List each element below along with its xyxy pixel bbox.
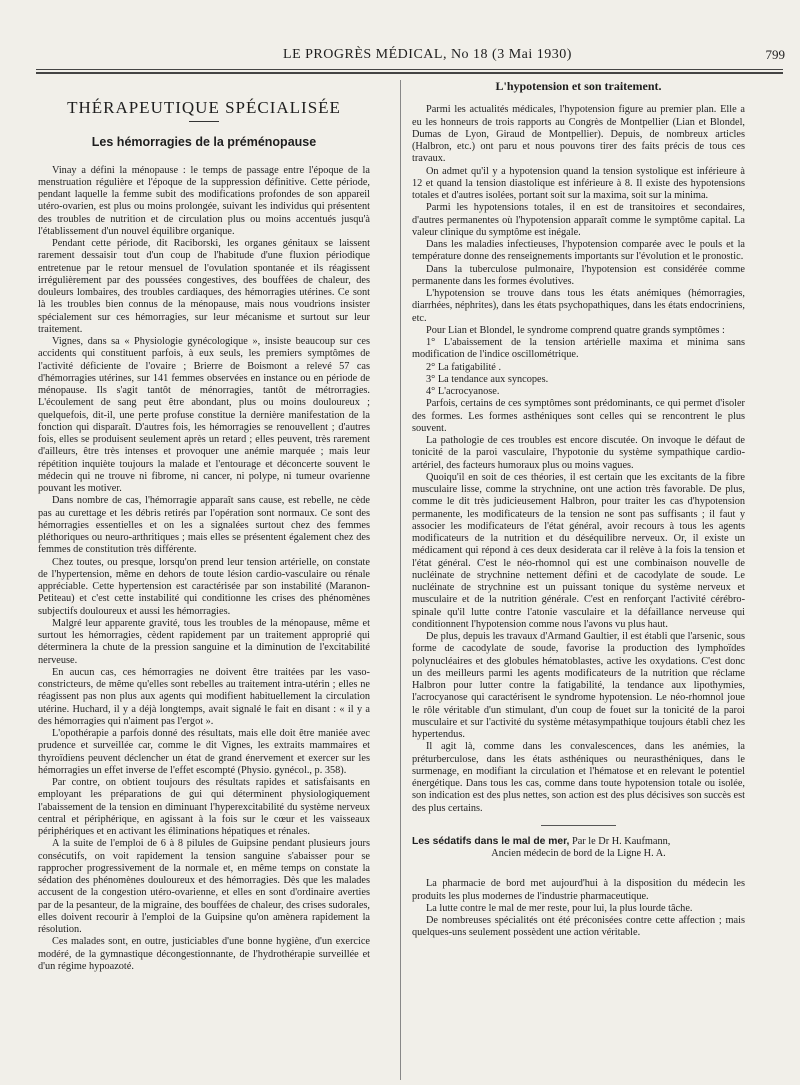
paragraph: Il agit là, comme dans les convalescences, dans les anémies, la préturberculose, dans les états asthéniques ou neurasthéniques, dans le surmenage, en modifiant la circulation et l'hématose et en relevant le potentiel énergétique. Dans tous les cas, comme dans toute hypotension totale ou isolée, son indication est des plus nettes, son action est des plus décisives son succès est des plus certains.: [412, 741, 745, 814]
paragraph: On admet qu'il y a hypotension quand la tension systolique est inférieure à 12 et quand la tension diastolique est inférieure à 8. Il existe des hypotensions totales et d'autres isolées, portant soit sur la maxima, soit sur la minima.: [412, 165, 745, 201]
column-divider: [400, 80, 401, 1080]
paragraph: La pharmacie de bord met aujourd'hui à la disposition du médecin les produits les plus modernes de l'industrie pharmaceutique.: [412, 878, 745, 902]
symptom-item: 1° L'abaissement de la tension artérielle maxima et minima sans modification de l'indice oscillométrique.: [412, 337, 745, 361]
section-title-rule: [189, 121, 219, 122]
symptom-item: 3° La tendance aux syncopes.: [426, 373, 549, 385]
paragraph: Vinay a défini la ménopause : le temps de passage entre l'époque de la menstruation régulière et l'époque de la suppression définitive. Cette période, pendant laquelle la femme subit des modifications profondes de son appareil utéro-ovarien, est plus ou moins prolongée, suivant les individus qui présentent des troubles de nutrition et de circulation plus ou moins accentués jusqu'à l'établissement d'un nouvel équilibre organique.: [38, 164, 370, 237]
paragraph: La pathologie de ces troubles est encore discutée. On invoque le défaut de tonicité de la paroi vasculaire, l'hypotonie du système sympathique cardio-artériel, des facteurs humoraux plus ou moins vagues.: [412, 435, 745, 471]
paragraph: En aucun cas, ces hémorragies ne doivent être traitées par les vaso-constricteurs, de même qu'elles sont rebelles au traitement intra-utérin ; elles ne réagissent pas non plus aux agents qui modifient habituellement la circulation utérine. Huchard, il y a déjà longtemps, avait signalé le fait en disant : « il y a des hémorragies qui n'aiment pas l'ergot ».: [38, 666, 370, 727]
article-title: L'hypotension et son traitement.: [495, 79, 662, 93]
paragraph: Quoiqu'il en soit de ces théories, il est certain que les excitants de la fibre musculaire lisse, comme la strychnine, ont une action très favorable. De plus, comme le dit très judicieusement Halbron, pour traiter les cas d'hypotension permanente, les modificateurs de la tension ne sont pas suffisants ; il faut y associer les modificateurs de l'état général, avoir recours à tous les agents modificateurs de la nutrition et du déséquilibre nerveux. Or, il existe un médicament qui répond à ces deux desiderata car il relève à la fois la tension et l'état général. C'est le néo-rhomnol qui est une combinaison nouvelle de nucléinate de strychnine nettement défini et de cacodylate de soude. Le nucléinate de strychnine est un puissant tonique du système nerveux et musculaire et de la nutrition générale. C'est en renforçant l'activité cérébro-spinale qu'il lutte contre l'atonie vasculaire et la défaillance nerveuse qui conditionnent l'hypotension comme nous l'avons vu plus haut.: [412, 471, 745, 630]
paragraph: Chez toutes, ou presque, lorsqu'on prend leur tension artérielle, on constate de l'hypertension, même en dehors de toute lésion cardio-vasculaire ou rénale appréciable. Cette hypertension est caractérisée par son instabilité (Maranon-Petiteau) et c'est cette instabilité qui conditionne les crises des phénomènes subjectifs douloureux et aussi les hémorragies.: [38, 556, 370, 617]
page-number: 799: [765, 47, 785, 62]
paragraph: De plus, depuis les travaux d'Armand Gaultier, il est établi que l'arsenic, sous forme de cacodylate de soude, favorise la production des lymphoïdes polynucléaires et des globules hématoblastes, active les oxydations. C'est donc un des meilleurs parmi les agents modificateurs de la nutrition que réclame Halbron pour lutter contre la fatigabilité, la tendance aux lipothymies, l'acrocyanose qui caractérisent le syndrome hypotension. Le néo-rhomnol joue le rôle véritable d'un stimulant, d'un coup de fouet sur la tonicité de la paroi musculaire et sur l'activité du système métasympathique toujours établi chez les hypertendus.: [412, 631, 745, 740]
paragraph: Dans les maladies infectieuses, l'hypotension comparée avec le pouls et la température donne des renseignements importants sur l'évolution et le pronostic.: [412, 239, 745, 263]
paragraph: Dans nombre de cas, l'hémorragie apparaît sans cause, est rebelle, ne cède pas au curettage et les débris retirés par l'opération sont normaux. Ce sont des hémorragies essentielles et on les a signalées surtout chez des femmes pléthoriques ou neuro-arthritiques ; mais elles se présentent également chez des femmes de constitution très différente.: [38, 495, 370, 556]
paragraph: Pendant cette période, dit Raciborski, les organes génitaux se laissent rarement dessaisir tout d'un coup de l'habitude d'une fluxion périodique entretenue par le retour mensuel de l'ovulation spontanée et ils réagissent irrégulièrement par des poussées congestives, des bouffées de chaleur, des douleurs lombaires, des troubles cardiaques, des hémorragies utérines. Ce sont là les troubles bien connus de la ménopause, mais nous voudrions insister spécialement sur ces hémorragies, sur leur mécanisme et surtout sur leur traitement.: [38, 238, 370, 335]
symptom-item: 2° La fatigabilité .: [426, 361, 502, 373]
paragraph: Pour Lian et Blondel, le syndrome comprend quatre grands symptômes :: [426, 324, 725, 336]
paragraph: La lutte contre le mal de mer reste, pour lui, la plus lourde tâche.: [426, 902, 693, 914]
paragraph: Parmi les actualités médicales, l'hypotension figure au premier plan. Elle a eu les honneurs de trois rapports au Congrès de Montpellier (Lian et Blondel, Dumas de Lyon, Giraud de Montpellier). Depuis, de nombreux articles (Halbron, etc.) ont paru et nous pouvons tirer des faits précis de tous ces travaux.: [412, 104, 745, 165]
paragraph: Parfois, certains de ces symptômes sont prédominants, ce qui permet d'isoler des formes. Les formes asthéniques sont celles qui se rencontrent le plus souvent.: [412, 398, 745, 434]
paragraph: De nombreuses spécialités ont été préconisées contre cette affection ; mais quelques-uns seulement possèdent une action véritable.: [412, 915, 745, 939]
symptom-item: 4° L'acrocyanose.: [426, 386, 500, 397]
paragraph: A la suite de l'emploi de 6 à 8 pilules de Guipsine pendant plusieurs jours consécutifs, on voit rapidement la tension sanguine s'abaisser pour se rapprocher progressivement de la normale et, en même temps on constate la sédation des phénomènes douloureux et des hémorragies. Dès que les malades accusent de la congestion utéro-ovarienne, et elles en sont d'ordinaire averties par de la pesanteur, de la migraine, des bouffées de chaleur, des crises sudorales, elles doivent recourir à l'emploi de la Guipsine qu'on amènera rapidement la résolution.: [38, 838, 370, 935]
journal-title: LE PROGRÈS MÉDICAL, No 18 (3 Mai 1930): [283, 47, 572, 62]
paragraph: L'opothérapie a parfois donné des résultats, mais elle doit être maniée avec prudence et surveillée car, comme le dit Vignes, les extraits mammaires et thyroïdiens peuvent déclencher un état de grand énervement et exercer sur les hémorragies un effet inverse de l'effet escompté (Physio. gynécol., p. 358).: [38, 728, 370, 776]
paragraph: Malgré leur apparente gravité, tous les troubles de la ménopause, même et surtout les hémorragies, cèdent rapidement par un traitement approprié qui déterminera la chute de la pression sanguine et la diminution de l'excitabilité nerveuse.: [38, 617, 370, 666]
paragraph: Parmi les hypotensions totales, il en est de transitoires et secondaires, d'autres permanentes où l'hypotension apparaît comme le symptôme capital. La valeur clinique du symptôme est inégale.: [412, 202, 745, 238]
running-header: [70, 44, 785, 66]
paragraph: Ces malades sont, en outre, justiciables d'une bonne hygiène, d'un exercice modéré, de la gymnastique décongestionnante, de l'hydrothérapie surveillée et d'un régime hypoazoté.: [38, 936, 370, 972]
header-rule-bottom: [36, 72, 783, 74]
right-column: [412, 80, 745, 940]
article2-heading: [412, 836, 745, 848]
section-title: THÉRAPEUTIQUE SPÉCIALISÉE: [67, 98, 341, 117]
header-rule-top: [36, 69, 783, 70]
paragraph: L'hypotension se trouve dans tous les états anémiques (hémorragies, diarrhées, néphrites), dans les états psychopathiques, dans les états endocriniens, etc.: [412, 288, 745, 324]
paragraph: Vignes, dans sa « Physiologie gynécologique », insiste beaucoup sur ces accidents qui constituent parfois, à eux seuls, les premiers symptômes de l'activité déficiente de l'ovaire ; Brierre de Boismont a relevé 57 cas d'hémorragies utérines, sur 141 femmes observées en instance ou en période de ménopause. Ils s'agit tantôt de ménorragies, tantôt de métrorragies. L'écoulement de sang peut être abondant, plus ou moins douloureux ; quelquefois, dit-il, une perte profuse constitue la dernière manifestation de la fonction qui disparaît. D'autres fois, les hémorragies se renouvellent ; d'autres fois, elles se produisent seulement après un retard ; elles peuvent, très rarement d'ailleurs, être très intenses et provoquer une anémie marquée ; mais leur répétition inquiète toujours la malade et l'entourage et déconcerte souvent le médecin qui ne trouve ni fibrome, ni cancer, ni polype, ni tumeur ovarienne pouvant les motiver.: [38, 336, 370, 494]
left-column: [38, 80, 370, 973]
article-separator: [541, 825, 616, 826]
paragraph: Par contre, on obtient toujours des résultats rapides et satisfaisants en employant les préparations de gui qui déterminent physiologiquement l'abaissement de la tension en diminuant l'hyperexcitabilité du système nerveux central et périphérique, en agissant à la fois sur le cœur et les vaisseaux périphériques et en activant les éliminations hépatiques et rénales.: [38, 777, 370, 837]
article-title: Les hémorragies de la préménopause: [91, 135, 317, 150]
paragraph: Dans la tuberculose pulmonaire, l'hypotension est considérée comme permanente dans les formes évolutives.: [412, 263, 745, 287]
article2-title: Les sédatifs dans le mal de mer,: [412, 835, 570, 847]
article2-byline: Par le Dr H. Kaufmann,: [569, 835, 671, 847]
article2-subtitle: Ancien médecin de bord de la Ligne H. A.: [491, 848, 666, 859]
